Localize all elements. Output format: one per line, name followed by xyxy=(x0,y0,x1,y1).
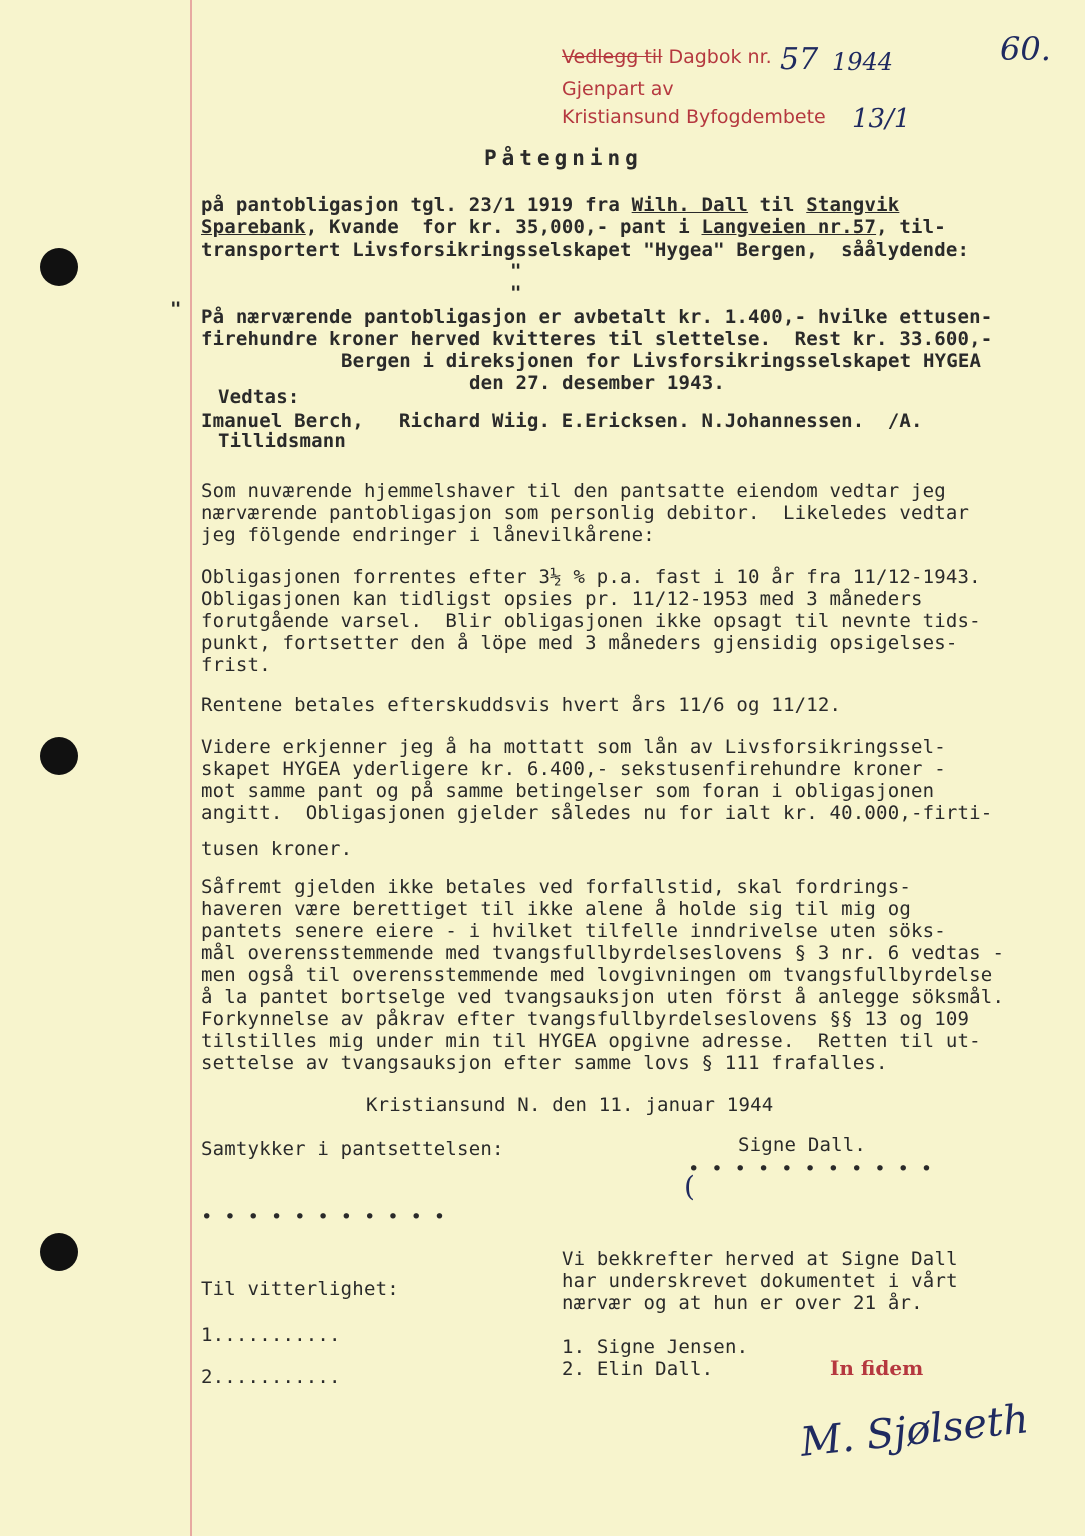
margin-quote: " xyxy=(170,298,182,320)
para5-line: angitt. Obligasjonen gjelder således nu for ialt kr. 40.000,-firti- xyxy=(201,802,993,824)
vedtas-names: Imanuel Berch, Richard Wiig. E.Ericksen. N.Johannessen. /A. xyxy=(201,410,923,432)
stamp-line3: Kristiansund Byfogdembete xyxy=(562,106,826,128)
para3-line: frist. xyxy=(201,654,271,676)
bank-name: Sparebank xyxy=(201,216,306,238)
pen-mark: ( xyxy=(684,1170,695,1203)
para2-line: jeg fölgende endringer i lånevilkårene: xyxy=(201,524,655,546)
witness-name: 2. Elin Dall. xyxy=(562,1358,714,1380)
para3-line: forutgående varsel. Blir obligasjonen ikke opsagt til nevnte tids- xyxy=(201,610,981,632)
stamp-line1 xyxy=(562,46,772,68)
bank-name: Stangvik xyxy=(806,194,900,216)
intro-text: , til- xyxy=(876,216,946,238)
para6-line: Forkynnelse av påkrav efter tvangsfullbyrdelseslovens §§ 13 og 109 xyxy=(201,1008,970,1030)
para3-line: Obligasjonen kan tidligst opsies pr. 11/12-1953 med 3 måneders xyxy=(201,588,923,610)
property-address: Langveien nr.57 xyxy=(701,216,877,238)
stamp-date: 13/1 xyxy=(852,104,911,134)
stamp-line2: Gjenpart av xyxy=(562,78,674,100)
witness-name: 1. Signe Jensen. xyxy=(562,1336,749,1358)
para6-line: å la pantet bortselge ved tvangsauksjon uten först å anlegge söksmål. xyxy=(201,986,1005,1008)
witness-label: Til vitterlighet: xyxy=(201,1278,399,1300)
intro-text: til xyxy=(748,194,807,216)
quote-mark: " xyxy=(510,260,522,282)
intro-line-2 xyxy=(201,216,946,238)
confirm-line: nærvær og at hun er over 21 år. xyxy=(562,1292,923,1314)
para3-line: Obligasjonen forrentes efter 3½ % p.a. fast i 10 år fra 11/12-1943. xyxy=(201,566,981,588)
confirm-line: har underskrevet dokumentet i vårt xyxy=(562,1270,958,1292)
in-fidem-stamp: In fidem xyxy=(830,1356,924,1380)
para4: Rentene betales efterskuddsvis hvert års 11/6 og 11/12. xyxy=(201,694,842,716)
para6-line: tilstilles mig under min til HYGEA opgivne adresse. Retten til ut- xyxy=(201,1030,981,1052)
consent-dots: • • • • • • • • • • • xyxy=(201,1206,446,1228)
page-number: 60. xyxy=(1000,30,1051,68)
stamp-year: 1944 xyxy=(832,48,894,76)
para1-line: den 27. desember 1943. xyxy=(469,372,726,394)
para5-line: tusen kroner. xyxy=(201,838,353,860)
para6-line: mål overensstemmende med tvangsfullbyrdelseslovens § 3 nr. 6 vedtas - xyxy=(201,942,1005,964)
para6-line: men også til overensstemmende med lovgivningen om tvangsfullbyrdelse xyxy=(201,964,993,986)
para6-line: settelse av tvangsauksjon efter samme lovs § 111 frafalles. xyxy=(201,1052,888,1074)
para5-line: Videre erkjenner jeg å ha mottatt som lån av Livsforsikringssel- xyxy=(201,736,946,758)
para5-line: skapet HYGEA yderligere kr. 6.400,- sekstusenfirehundre kroner - xyxy=(201,758,946,780)
para6-line: pantets senere eiere - i hvilket tilfelle inndrivelse uten söks- xyxy=(201,920,946,942)
quote-mark: " xyxy=(510,282,522,304)
intro-text: på pantobligasjon tgl. 23/1 1919 fra xyxy=(201,194,632,216)
place-date: Kristiansund N. den 11. januar 1944 xyxy=(366,1094,774,1116)
para6-line: haveren være berettiget til ikke alene å holde sig til mig og xyxy=(201,898,911,920)
creditor-name: Wilh. Dall xyxy=(631,194,749,216)
para1-line: Bergen i direksjonen for Livsforsikringsselskapet HYGEA xyxy=(341,350,982,372)
intro-text: , Kvande for kr. 35,000,- pant i xyxy=(305,216,702,238)
vedtas-role: Tillidsmann xyxy=(218,430,347,452)
para3-line: punkt, fortsetter den å löpe med 3 måneders gjensidig opsigelses- xyxy=(201,632,958,654)
punch-hole-middle xyxy=(40,737,78,775)
margin-line xyxy=(190,0,192,1536)
signer-dots: • • • • • • • • • • • xyxy=(688,1158,933,1180)
stamp-dagbok-label: Dagbok nr. xyxy=(668,46,772,68)
intro-line-1 xyxy=(201,194,899,216)
official-signature: M. Sjølseth xyxy=(798,1396,1031,1466)
para2-line: nærværende pantobligasjon som personlig debitor. Likeledes vedtar xyxy=(201,502,970,524)
punch-hole-bottom xyxy=(40,1233,78,1271)
para6-line: Såfremt gjelden ikke betales ved forfallstid, skal fordrings- xyxy=(201,876,911,898)
vedtas-label: Vedtas: xyxy=(218,386,300,408)
punch-hole-top xyxy=(40,248,78,286)
document-title: Påtegning xyxy=(484,146,643,170)
para2-line: Som nuværende hjemmelshaver til den pantsatte eiendom vedtar jeg xyxy=(201,480,946,502)
signer-name: Signe Dall. xyxy=(738,1134,867,1156)
para1-line: firehundre kroner herved kvitteres til slettelse. Rest kr. 33.600,- xyxy=(201,328,993,350)
witness-line-1: 1........... xyxy=(201,1324,341,1346)
para5-line: mot samme pant og på samme betingelser som foran i obligasjonen xyxy=(201,780,935,802)
para1-line: På nærværende pantobligasjon er avbetalt kr. 1.400,- hvilke ettusen- xyxy=(201,306,993,328)
stamp-struck-text: Vedlegg til xyxy=(562,46,663,68)
intro-line-3: transportert Livsforsikringsselskapet "Hygea" Bergen, såålydende: xyxy=(201,239,970,261)
stamp-dagbok-nr: 57 xyxy=(780,42,819,77)
confirm-line: Vi bekkrefter herved at Signe Dall xyxy=(562,1248,958,1270)
witness-line-2: 2........... xyxy=(201,1366,341,1388)
consent-label: Samtykker i pantsettelsen: xyxy=(201,1138,504,1160)
